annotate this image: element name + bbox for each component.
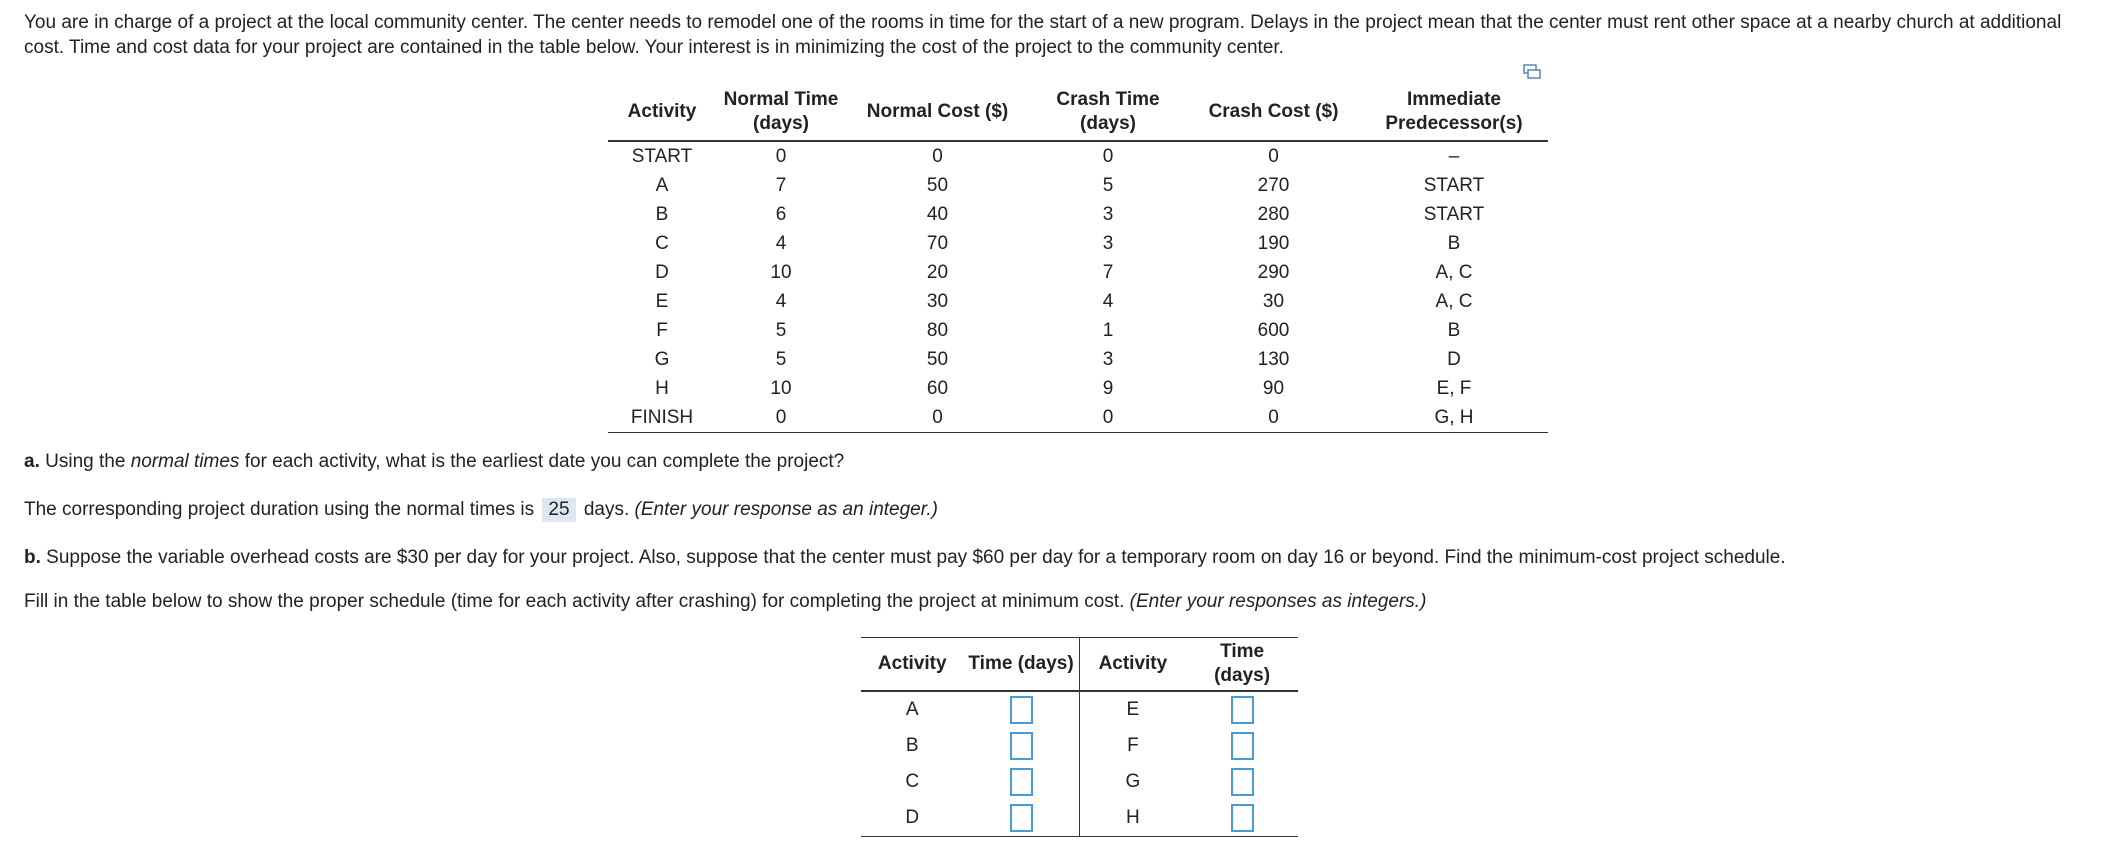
cell-crash-time: 3 xyxy=(1102,349,1114,370)
cell-normal-time: 0 xyxy=(716,403,846,433)
schedule-header-row xyxy=(861,638,1298,692)
schedule-activity-label: D xyxy=(861,800,963,837)
cell-activity: D xyxy=(655,262,669,283)
cell-predecessors: D xyxy=(1447,349,1461,370)
cell-activity: A xyxy=(655,175,669,196)
table-row xyxy=(608,171,1548,200)
schedule-col-time-2: Time (days) xyxy=(1186,638,1298,692)
schedule-instructions xyxy=(24,591,1426,613)
cell-normal-cost: 70 xyxy=(926,233,949,254)
cell-normal-cost: 0 xyxy=(846,403,1029,433)
time-input-f[interactable] xyxy=(1231,732,1254,760)
schedule-activity-label: H xyxy=(1079,800,1186,837)
time-input-g[interactable] xyxy=(1231,768,1254,796)
cell-predecessors: A, C xyxy=(1435,291,1473,312)
schedule-cell xyxy=(1186,691,1298,728)
schedule-instructions-text: Fill in the table below to show the proper schedule (time for each activity after crashing) for completing the project at minimum cost. xyxy=(24,591,1125,612)
table-row xyxy=(608,141,1548,171)
schedule-table xyxy=(861,637,1298,837)
cell-normal-cost: 0 xyxy=(932,146,943,167)
cell-crash-cost: 270 xyxy=(1257,175,1290,196)
col-header-activity: Activity xyxy=(608,86,716,141)
time-input-c[interactable] xyxy=(1010,768,1033,796)
cell-normal-cost: 20 xyxy=(926,262,949,283)
table-row xyxy=(608,316,1548,345)
cell-activity: E xyxy=(655,291,669,312)
cell-crash-time: 5 xyxy=(1102,175,1114,196)
cell-predecessors: B xyxy=(1447,233,1461,254)
cell-crash-cost: 0 xyxy=(1187,403,1360,433)
cell-normal-cost: 40 xyxy=(926,204,949,225)
schedule-row xyxy=(861,728,1298,764)
schedule-cell xyxy=(1186,728,1298,764)
cell-normal-cost: 50 xyxy=(926,349,949,370)
duration-answer-field[interactable]: 25 xyxy=(542,498,575,522)
time-input-d[interactable] xyxy=(1010,804,1033,832)
schedule-cell xyxy=(963,691,1079,728)
schedule-cell xyxy=(963,764,1079,800)
cell-normal-cost: 80 xyxy=(926,320,949,341)
schedule-col-time-1: Time (days) xyxy=(963,638,1079,692)
schedule-row xyxy=(861,691,1298,728)
schedule-activity-label: E xyxy=(1126,699,1140,720)
cell-crash-cost: 0 xyxy=(1268,146,1279,167)
cell-crash-time: 4 xyxy=(1102,291,1114,312)
cell-normal-cost: 50 xyxy=(926,175,949,196)
col-header-normal-cost: Normal Cost ($) xyxy=(846,86,1029,141)
cell-predecessors: G, H xyxy=(1360,403,1548,433)
cell-normal-cost: 30 xyxy=(926,291,949,312)
cell-predecessors: START xyxy=(1423,175,1485,196)
cell-crash-time: 7 xyxy=(1102,262,1114,283)
schedule-instructions-hint: (Enter your responses as integers.) xyxy=(1129,591,1427,612)
problem-intro: You are in charge of a project at the local community center. The center needs to remodel one of the rooms in time for the start of a new program. Delays in the project mean that the center must rent other space at a nearby church at additional cost. Time and cost data for your project are contained in the table below. Your interest is in minimizing the cost of the project to the community center. xyxy=(24,12,2062,58)
cell-normal-time: 10 xyxy=(770,262,792,283)
schedule-activity-label: A xyxy=(905,699,919,720)
cell-crash-time: 9 xyxy=(1102,378,1114,399)
schedule-cell xyxy=(963,728,1079,764)
cell-crash-cost: 600 xyxy=(1257,320,1290,341)
cell-normal-time: 4 xyxy=(775,291,787,312)
table-header-row xyxy=(608,86,1548,141)
schedule-cell xyxy=(1186,800,1298,837)
question-a xyxy=(24,451,844,473)
cell-crash-time: 3 xyxy=(1102,204,1114,225)
cell-normal-time: 6 xyxy=(775,204,787,225)
cell-crash-cost: 190 xyxy=(1257,233,1290,254)
schedule-activity-label: B xyxy=(905,735,919,756)
col-header-crash-time: Crash Time (days) xyxy=(1029,86,1187,141)
cell-crash-cost: 130 xyxy=(1257,349,1290,370)
schedule-cell xyxy=(963,800,1079,837)
cell-normal-time: 10 xyxy=(770,378,792,399)
question-a-emph: normal times xyxy=(130,451,240,472)
cell-normal-time: 4 xyxy=(775,233,787,254)
question-a-text-1: Using the xyxy=(39,451,131,472)
cell-activity: F xyxy=(656,320,668,341)
schedule-activity-label: G xyxy=(1125,771,1141,792)
duration-answer-hint: (Enter your response as an integer.) xyxy=(634,499,938,520)
cell-predecessors: B xyxy=(1447,320,1461,341)
cell-predecessors: E, F xyxy=(1436,378,1472,399)
time-input-e[interactable] xyxy=(1231,696,1254,724)
duration-answer-prefix: The corresponding project duration using the normal times is xyxy=(24,499,535,520)
schedule-row xyxy=(861,800,1298,837)
cell-crash-time: 3 xyxy=(1102,233,1114,254)
cell-activity: G xyxy=(654,349,670,370)
copy-table-icon[interactable] xyxy=(1523,64,1541,80)
table-row xyxy=(608,229,1548,258)
cell-activity: FINISH xyxy=(608,403,716,433)
question-b-text: Suppose the variable overhead costs are $30 per day for your project. Also, suppose that the center must pay $60 per day for a temporary room on day 16 or beyond. Find the minimum-cost project schedule. xyxy=(40,547,1786,568)
cell-normal-time: 7 xyxy=(775,175,787,196)
schedule-col-activity-2: Activity xyxy=(1079,638,1186,692)
schedule-activity-label: F xyxy=(1127,735,1139,756)
cell-crash-cost: 90 xyxy=(1262,378,1285,399)
cell-predecessors: – xyxy=(1448,146,1460,167)
cell-activity: START xyxy=(631,146,693,167)
col-header-crash-cost: Crash Cost ($) xyxy=(1187,86,1360,141)
table-row xyxy=(608,403,1548,433)
time-input-a[interactable] xyxy=(1010,696,1033,724)
cell-activity: C xyxy=(655,233,669,254)
duration-answer-line xyxy=(24,498,938,522)
schedule-activity-label: C xyxy=(905,771,920,792)
cell-crash-time: 0 xyxy=(1029,403,1187,433)
cell-activity: B xyxy=(655,204,669,225)
question-b xyxy=(24,547,1786,569)
cell-normal-time: 0 xyxy=(775,146,787,167)
schedule-col-activity-1: Activity xyxy=(861,638,963,692)
col-header-normal-time: Normal Time (days) xyxy=(716,86,846,141)
cell-crash-cost: 30 xyxy=(1262,291,1285,312)
activity-data-table xyxy=(608,86,1548,433)
cell-crash-cost: 280 xyxy=(1257,204,1290,225)
cell-predecessors: A, C xyxy=(1435,262,1473,283)
time-input-h[interactable] xyxy=(1231,804,1254,832)
table-row xyxy=(608,258,1548,287)
cell-normal-time: 5 xyxy=(775,349,787,370)
duration-answer-unit: days. xyxy=(583,499,630,520)
schedule-cell xyxy=(1186,764,1298,800)
cell-crash-time: 1 xyxy=(1102,320,1114,341)
col-header-predecessors: Immediate Predecessor(s) xyxy=(1360,86,1548,141)
cell-crash-time: 0 xyxy=(1102,146,1114,167)
question-a-label: a. xyxy=(24,451,40,472)
cell-crash-cost: 290 xyxy=(1257,262,1290,283)
table-row xyxy=(608,345,1548,374)
question-b-label: b. xyxy=(24,547,41,568)
time-input-b[interactable] xyxy=(1010,732,1033,760)
table-row xyxy=(608,374,1548,403)
cell-predecessors: START xyxy=(1423,204,1485,225)
table-row xyxy=(608,200,1548,229)
cell-normal-cost: 60 xyxy=(926,378,949,399)
schedule-row xyxy=(861,764,1298,800)
table-row xyxy=(608,287,1548,316)
cell-normal-time: 5 xyxy=(775,320,787,341)
cell-activity: H xyxy=(655,378,669,399)
question-a-text-2: for each activity, what is the earliest date you can complete the project? xyxy=(239,451,845,472)
